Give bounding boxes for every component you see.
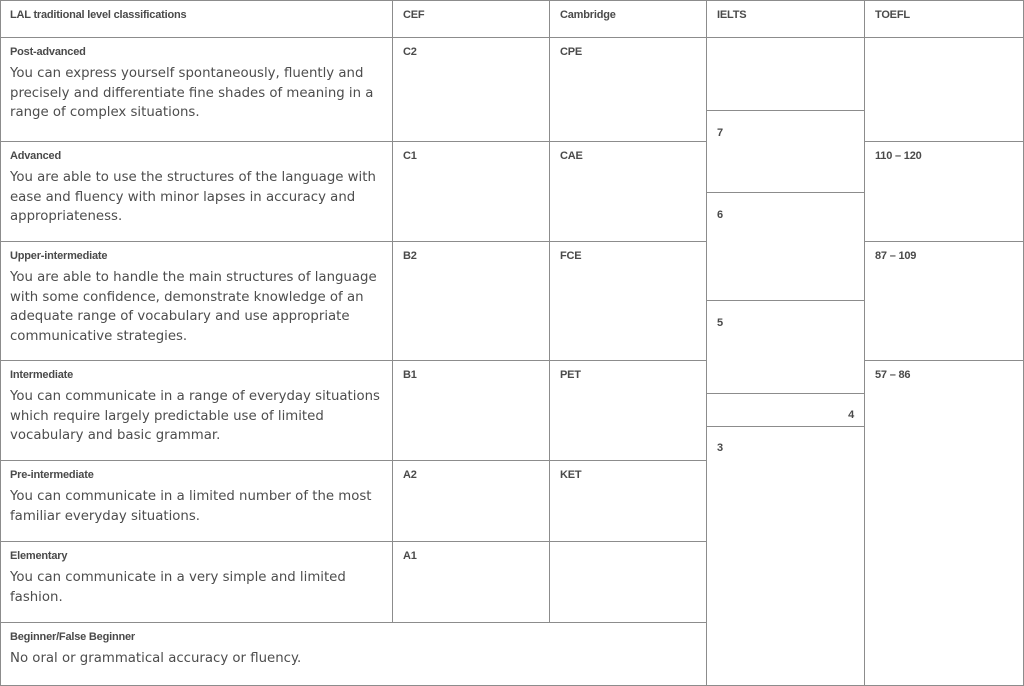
level-title: Pre-intermediate [10,469,94,481]
ielts-3 [707,427,865,686]
toefl-110-120 [865,142,1024,242]
cambridge-value: PET [560,369,581,381]
header-toefl [865,0,1024,38]
level-description: You are able to handle the main structures of language with some confidence, demonstrate knowledge of an adequate range of vocabulary and use appropriate communicative strategies. [10,270,377,344]
ielts-value: 5 [717,317,723,329]
cef-value: C2 [403,46,417,58]
ielts-value: 3 [717,442,723,454]
level-title: Elementary [10,550,68,562]
level-post-advanced [0,38,393,142]
level-elementary [0,542,393,623]
level-description: You can express yourself spontaneously, fluently and precisely and differentiate fine shades of meaning in a range of complex situations. [10,66,374,120]
cef-a2 [393,461,550,542]
ielts-6 [707,193,865,301]
cef-value: A2 [403,469,417,481]
cambridge-value: FCE [560,250,582,262]
cef-c1 [393,142,550,242]
level-title: Beginner/False Beginner [10,631,135,643]
cambridge-empty [550,542,707,623]
header-lal [0,0,393,38]
cambridge-cpe [550,38,707,142]
ielts-blank-top [707,38,865,111]
ielts-4 [707,394,865,427]
level-beginner [0,623,707,686]
header-cef [393,0,550,38]
cef-b1 [393,361,550,461]
cambridge-fce [550,242,707,361]
level-title: Intermediate [10,369,74,381]
level-description: No oral or grammatical accuracy or fluency. [10,651,302,666]
cef-value: B1 [403,369,417,381]
level-description: You can communicate in a range of everyday situations which require largely predictable use of limited vocabulary and basic grammar. [10,389,380,443]
header-ielts-text: IELTS [717,9,747,21]
cambridge-value: CPE [560,46,583,58]
ielts-value: 4 [848,409,854,421]
cambridge-pet [550,361,707,461]
header-cambridge [550,0,707,38]
toefl-value: 110 – 120 [875,150,922,162]
header-cef-text: CEF [403,9,425,21]
toefl-blank-top [865,38,1024,142]
toefl-value: 87 – 109 [875,250,917,262]
cef-b2 [393,242,550,361]
header-toefl-text: TOEFL [875,9,910,21]
cef-value: C1 [403,150,417,162]
level-advanced [0,142,393,242]
ielts-5 [707,301,865,394]
level-description: You can communicate in a limited number of the most familiar everyday situations. [10,489,372,524]
header-cambridge-text: Cambridge [560,9,616,21]
cef-a1 [393,542,550,623]
toefl-57-86 [865,361,1024,686]
toefl-87-109 [865,242,1024,361]
header-ielts [707,0,865,38]
cef-c2 [393,38,550,142]
header-lal-text: LAL traditional level classifications [10,9,187,21]
level-title: Post-advanced [10,46,86,58]
level-description: You can communicate in a very simple and limited fashion. [10,570,346,605]
cambridge-cae [550,142,707,242]
ielts-value: 6 [717,209,723,221]
ielts-7 [707,111,865,193]
level-description: You are able to use the structures of the language with ease and fluency with minor lapses in accuracy and appropriateness. [10,170,376,224]
toefl-value: 57 – 86 [875,369,911,381]
cambridge-value: CAE [560,150,583,162]
level-upper-intermediate [0,242,393,361]
cef-value: A1 [403,550,417,562]
cambridge-ket [550,461,707,542]
level-title: Advanced [10,150,61,162]
level-pre-intermediate [0,461,393,542]
cambridge-value: KET [560,469,582,481]
ielts-value: 7 [717,127,723,139]
level-title: Upper-intermediate [10,250,108,262]
level-intermediate [0,361,393,461]
cef-value: B2 [403,250,417,262]
